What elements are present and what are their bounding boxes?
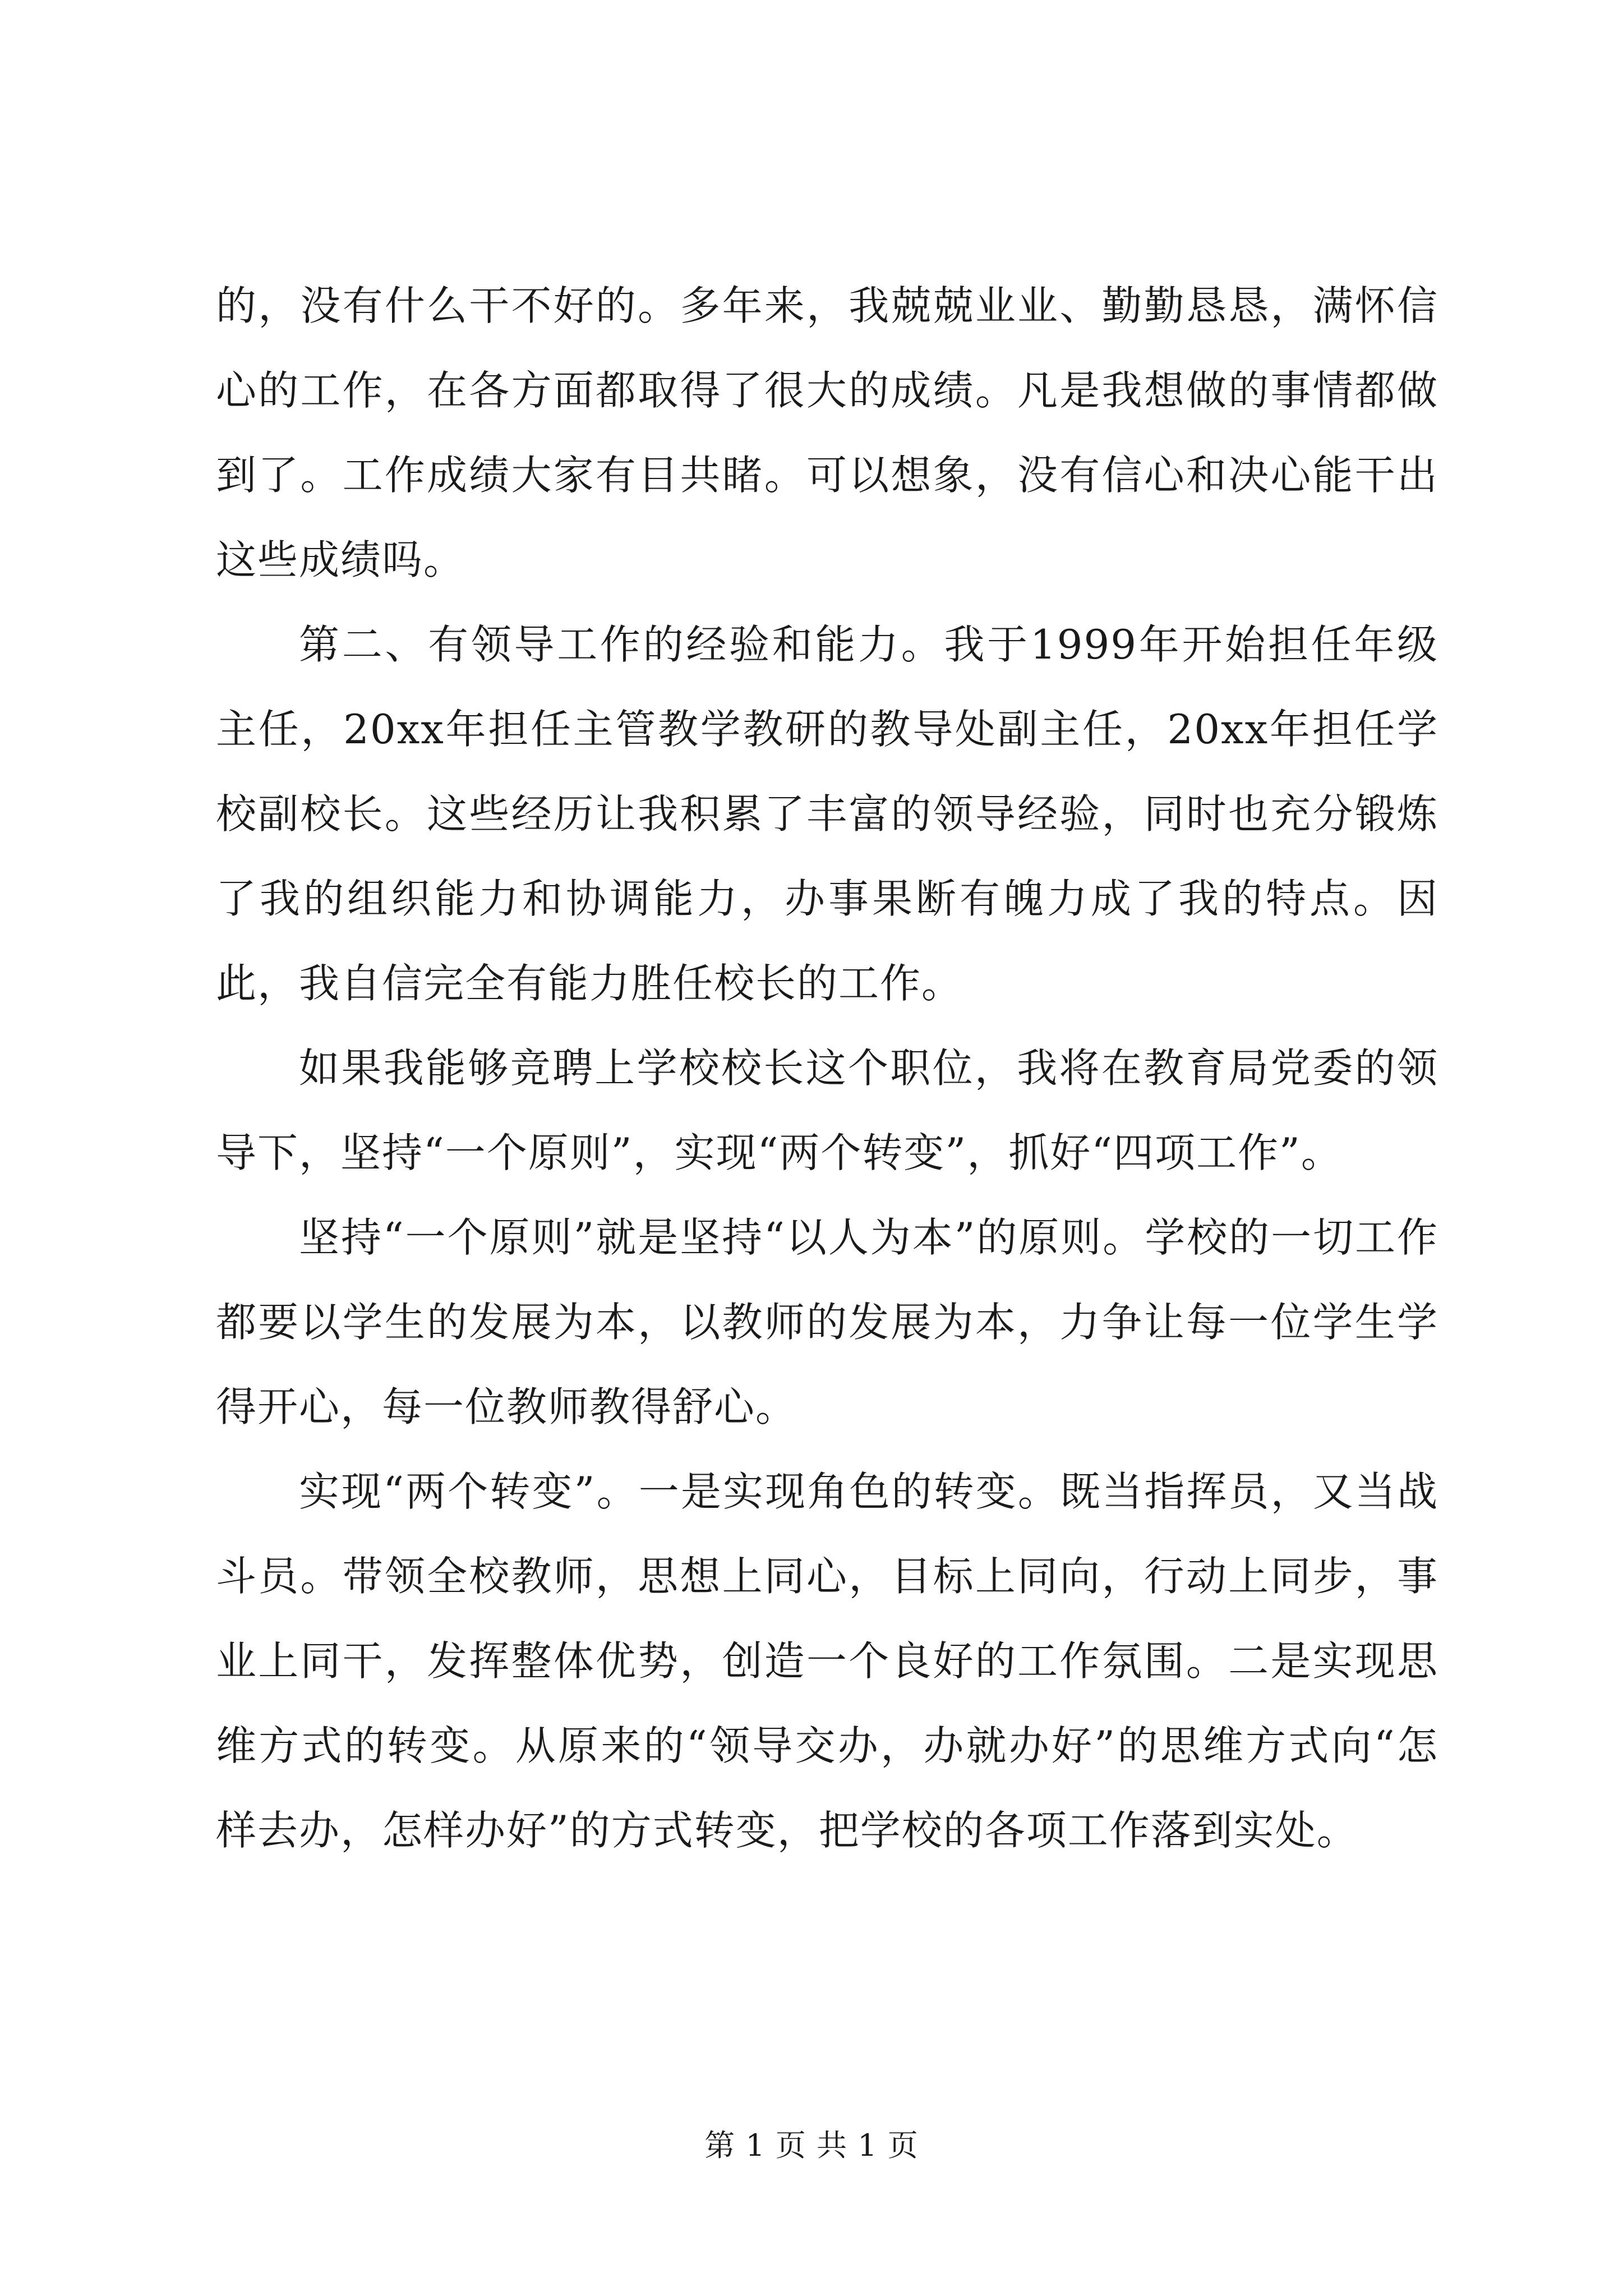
paragraph-one-principle: 坚持“一个原则”就是坚持“以人为本”的原则。学校的一切工作都要以学生的发展为本，以教师的发展为本，力争让每一位学生学得开心，每一位教师教得舒心。 xyxy=(216,1214,1438,1430)
paragraph-leadership-experience: 第二、有领导工作的经验和能力。我于1999年开始担任年级主任，20xx年担任主管教学教研的教导处副主任，20xx年担任学校副校长。这些经历让我积累了丰富的领导经验，同时也充分锻炼了我的组织能力和协调能力，办事果断有魄力成了我的特点。因此，我自信完全有能力胜任校长的工作。 xyxy=(216,621,1438,1007)
paragraph-continuation: 的，没有什么干不好的。多年来，我兢兢业业、勤勤恳恳，满怀信心的工作，在各方面都取得了很大的成绩。凡是我想做的事情都做到了。工作成绩大家有目共睹。可以想象，没有信心和决心能干出这些成绩吗。 xyxy=(216,282,1438,583)
page-number-footer: 第 1 页 共 1 页 xyxy=(704,2128,919,2163)
paragraph-two-changes: 实现“两个转变”。一是实现角色的转变。既当指挥员，又当战斗员。带领全校教师，思想上同心，目标上同向，行动上同步，事业上同干，发挥整体优势，创造一个良好的工作氛围。二是实现思维方式的转变。从原来的“领导交办，办就办好”的思维方式向“怎样去办，怎样办好”的方式转变，把学校的各项工作落到实处。 xyxy=(216,1468,1438,1854)
paragraph-plan-overview: 如果我能够竞聘上学校校长这个职位，我将在教育局党委的领导下，坚持“一个原则”，实现“两个转变”，抓好“四项工作”。 xyxy=(216,1045,1438,1176)
document-body xyxy=(216,264,1438,1873)
